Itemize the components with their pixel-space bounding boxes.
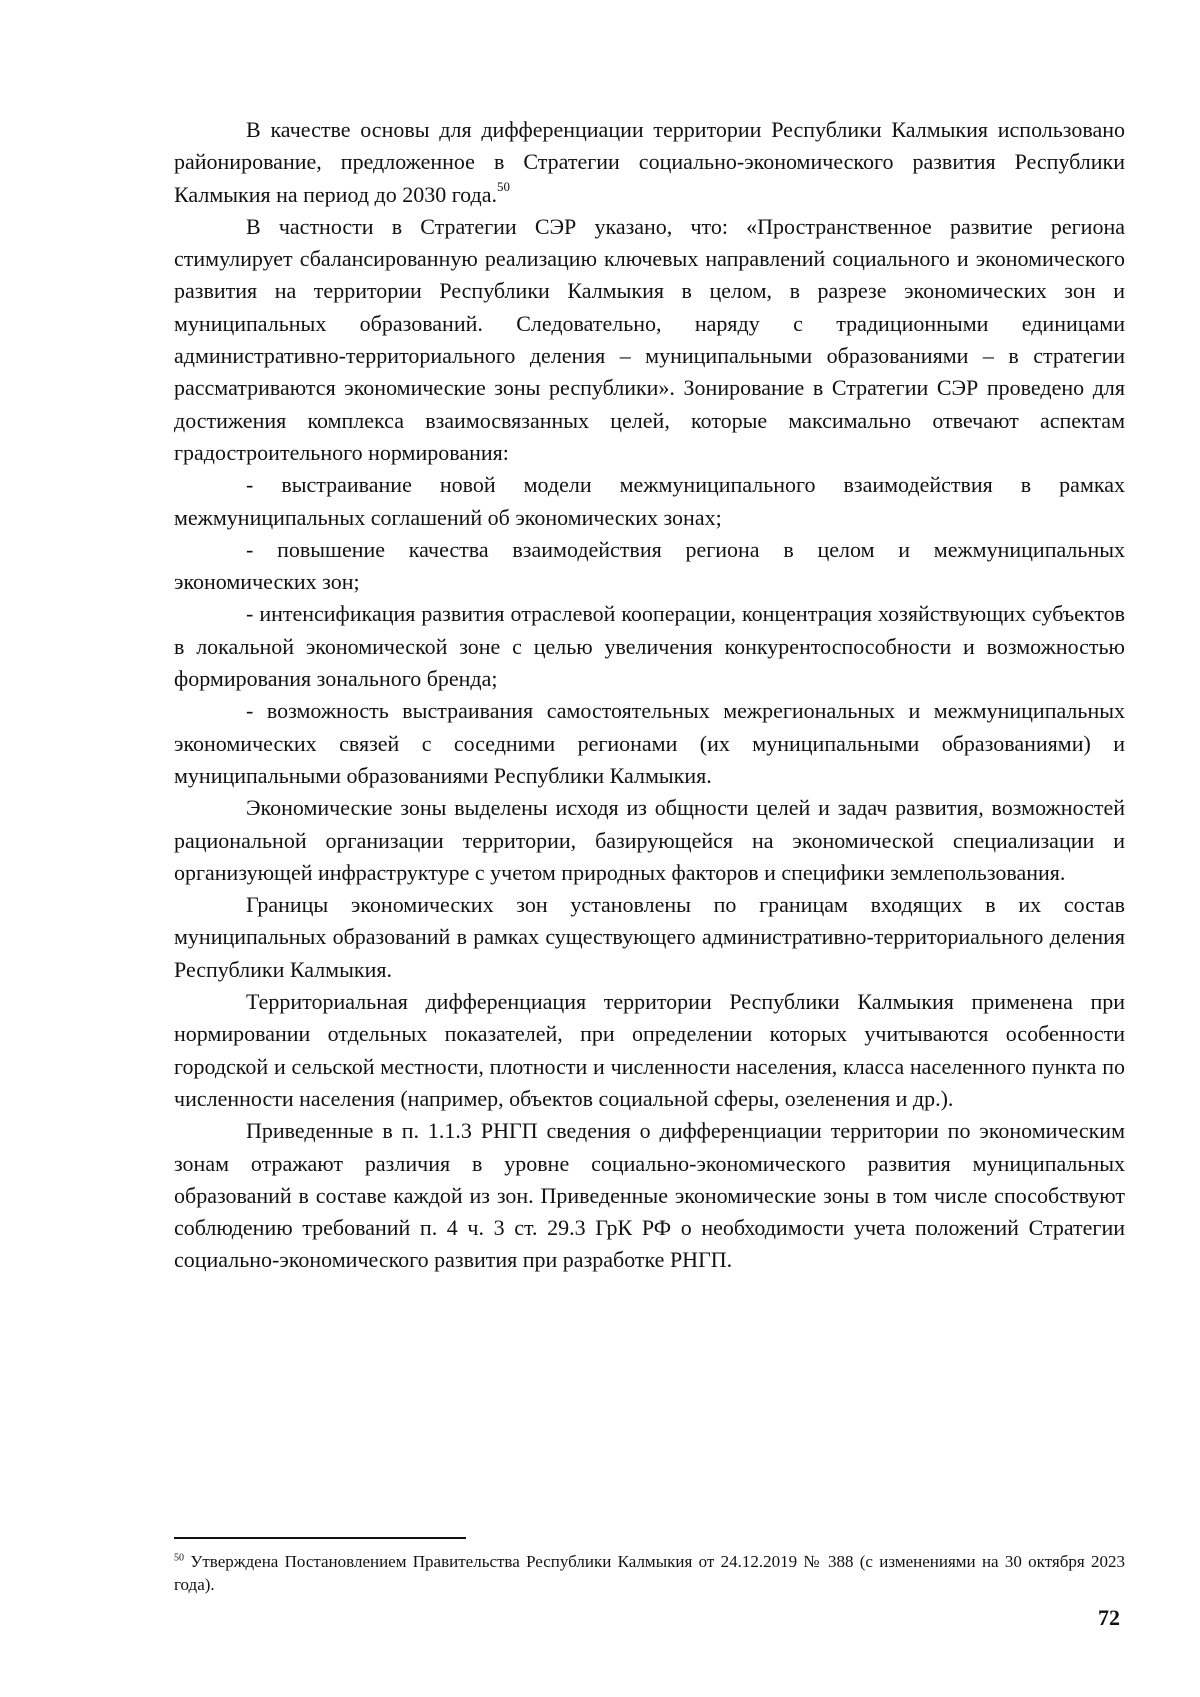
paragraph-rngp-zones: Приведенные в п. 1.1.3 РНГП сведения о дифференциации территории по экономическим зонам отражают различия в уровне социально-экономического развития муниципальных образований в составе каждой из зон. Приведенные экономические зоны в том числе способствуют соблюдению требований п. 4 ч. 3 ст. 29.3 ГрК РФ о необходимости учета положений Стратегии социально-экономического развития при разработке РНГП. (174, 1118, 1125, 1273)
paragraph-territorial-differentiation: Территориальная дифференциация территории Республики Калмыкия применена при нормировании отдельных показателей, при определении которых учитываются особенности городской и сельской местности, плотности и численности населения, класса населенного пункта по численности населения (например, объектов социальной сферы, озеленения и др.). (174, 989, 1125, 1111)
footnote-reference: 50 (497, 179, 511, 195)
list-item: - повышение качества взаимодействия региона в целом и межмуниципальных экономических зон; (174, 536, 1125, 595)
paragraph-text: В качестве основы для дифференциации территории Республики Калмыкия использовано районирование, предложенное в Стратегии социально-экономического развития Республики Калмыкия на период до 2030 года. (174, 117, 1125, 207)
list-item: - возможность выстраивания самостоятельных межрегиональных и межмуниципальных экономических связей с соседними регионами (их муниципальными образованиями) и муниципальными образованиями Республики Калмыкия. (174, 698, 1125, 788)
footnote-text: Утверждена Постановлением Правительства Республики Калмыкия от 24.12.2019 № 388 (с изменениями на 30 октября 2023 года). (174, 1552, 1126, 1594)
list-item: - выстраивание новой модели межмуниципального взаимодействия в рамках межмуниципальных соглашений об экономических зонах; (174, 472, 1125, 530)
list-item: - интенсификация развития отраслевой кооперации, концентрация хозяйствующих субъектов в локальной экономической зоне с целью увеличения конкурентоспособности и возможностью формирования зонального бренда; (174, 601, 1125, 692)
paragraph-zone-borders: Границы экономических зон установлены по границам входящих в их состав муниципальных образований в рамках существующего административно-территориального деления Республики Калмыкия. (174, 892, 1125, 982)
paragraph-zoning-basis (174, 114, 1125, 211)
paragraph-zones-defined: Экономические зоны выделены исходя из общности целей и задач развития, возможностей рациональной организации территории, базирующейся на экономической специализации и организующей инфраструктуре с учетом природных факторов и специфики землепользования. (174, 795, 1125, 885)
footnote-number: 50 (174, 1552, 184, 1564)
main-text (174, 114, 1125, 1277)
page-number: 72 (1098, 1605, 1120, 1630)
footnote-separator (174, 1537, 466, 1539)
paragraph-strategy-quote: В частности в Стратегии СЭР указано, что: «Пространственное развитие региона стимулирует сбалансированную реализацию ключевых направлений социального и экономического развития на территории Республики Калмыкия в целом, в разрезе экономических зон и муниципальных образований. Следовательно, наряду с традиционными единицами административно-территориального деления – муниципальными образованиями – в стратегии рассматриваются экономические зоны республики». Зонирование в Стратегии СЭР проведено для достижения комплекса взаимосвязанных целей, которые максимально отвечают аспектам градостроительного нормирования: (174, 213, 1125, 465)
footnote (174, 1550, 1125, 1596)
